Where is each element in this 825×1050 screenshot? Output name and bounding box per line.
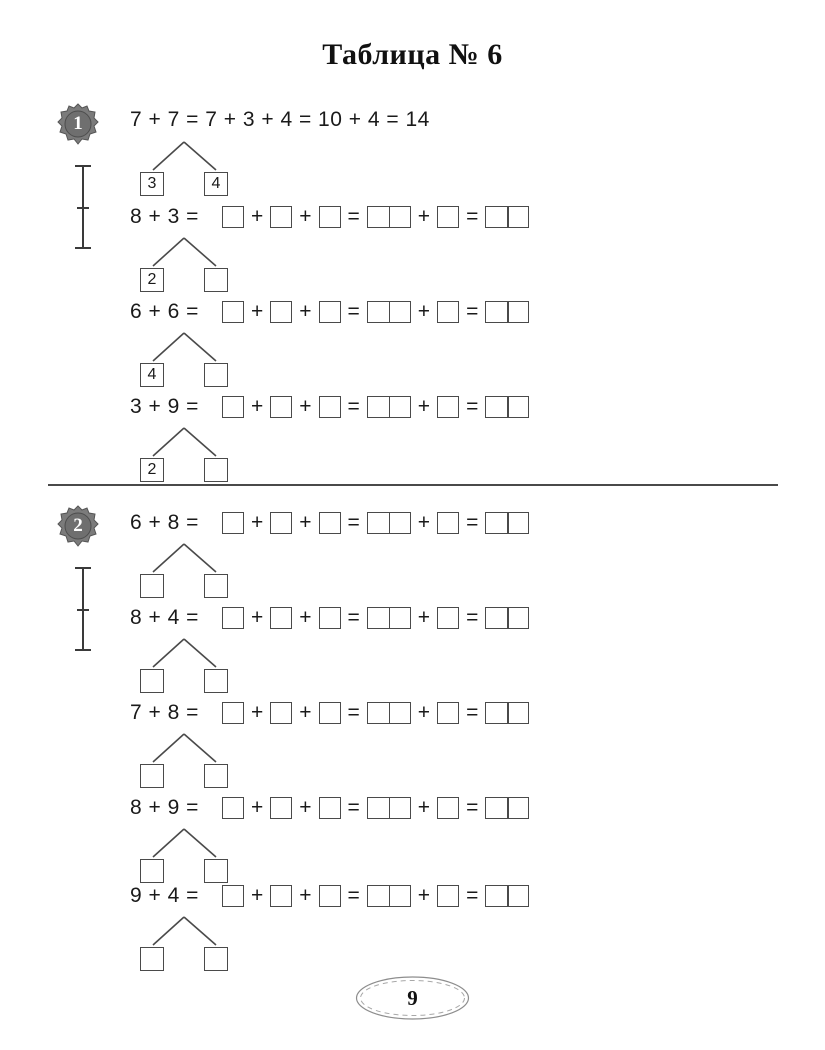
operator-plus: + xyxy=(417,606,431,629)
decomposition-fork xyxy=(140,915,250,971)
operator-equals: = xyxy=(347,511,360,534)
answer-box[interactable] xyxy=(437,396,459,418)
operator-plus: + xyxy=(251,395,264,418)
answer-box[interactable] xyxy=(437,607,459,629)
fork-box-right[interactable] xyxy=(204,574,228,598)
answer-box[interactable] xyxy=(437,885,459,907)
equation-row xyxy=(130,395,529,419)
section-marker-1 xyxy=(48,103,108,145)
operator-plus: + xyxy=(417,884,431,907)
equation-row xyxy=(130,701,529,725)
answer-box[interactable] xyxy=(319,512,341,534)
answer-box[interactable] xyxy=(270,301,292,323)
equation-row xyxy=(130,884,529,908)
equation-lead: 8 + 9 = xyxy=(130,796,199,819)
operator-equals: = xyxy=(466,511,479,534)
answer-box-double[interactable] xyxy=(485,885,529,907)
fork-box-left[interactable]: 3 xyxy=(140,172,164,196)
operator-equals: = xyxy=(347,606,360,629)
fork-box-left[interactable] xyxy=(140,859,164,883)
section-badge-number: 2 xyxy=(73,515,83,536)
answer-box-double[interactable] xyxy=(485,607,529,629)
operator-equals: = xyxy=(466,701,479,724)
equation-lead: 7 + 8 = xyxy=(130,701,199,724)
equation-row xyxy=(130,108,430,132)
answer-box-double[interactable] xyxy=(367,206,411,228)
answer-box[interactable] xyxy=(222,702,244,724)
answer-box[interactable] xyxy=(270,797,292,819)
answer-box[interactable] xyxy=(319,396,341,418)
decomposition-fork xyxy=(140,236,250,292)
operator-plus: + xyxy=(251,796,264,819)
operator-plus: + xyxy=(299,701,312,724)
answer-box[interactable] xyxy=(437,797,459,819)
section-badge-1 xyxy=(57,103,99,145)
answer-box-double[interactable] xyxy=(485,206,529,228)
operator-plus: + xyxy=(251,606,264,629)
fork-box-left[interactable]: 2 xyxy=(140,268,164,292)
answer-box[interactable] xyxy=(222,396,244,418)
answer-box[interactable] xyxy=(319,206,341,228)
answer-box[interactable] xyxy=(319,301,341,323)
equation-lead: 8 + 3 = xyxy=(130,205,199,228)
fork-box-left[interactable] xyxy=(140,764,164,788)
section-bracket-2 xyxy=(75,567,91,651)
fork-box-right[interactable] xyxy=(204,268,228,292)
section-divider xyxy=(48,484,778,486)
operator-plus: + xyxy=(251,701,264,724)
operator-plus: + xyxy=(299,300,312,323)
section-bracket-1 xyxy=(75,165,91,249)
operator-equals: = xyxy=(347,205,360,228)
decomposition-fork xyxy=(140,637,250,693)
answer-box-double[interactable] xyxy=(367,301,411,323)
answer-box[interactable] xyxy=(319,607,341,629)
operator-plus: + xyxy=(251,205,264,228)
answer-box-double[interactable] xyxy=(367,396,411,418)
fork-box-right[interactable] xyxy=(204,669,228,693)
operator-equals: = xyxy=(466,395,479,418)
answer-box-double[interactable] xyxy=(485,512,529,534)
section-badge-number: 1 xyxy=(73,113,83,134)
answer-box-double[interactable] xyxy=(485,797,529,819)
answer-box[interactable] xyxy=(222,607,244,629)
bracket-cap-mid xyxy=(77,609,89,611)
operator-equals: = xyxy=(466,205,479,228)
page-number xyxy=(355,975,470,1021)
fork-box-right[interactable] xyxy=(204,764,228,788)
operator-plus: + xyxy=(417,395,431,418)
operator-equals: = xyxy=(466,884,479,907)
page-title: Таблица № 6 xyxy=(322,38,503,71)
equation-lead: 3 + 9 = xyxy=(130,395,199,418)
bracket-cap-top xyxy=(75,567,91,569)
equation-row xyxy=(130,606,529,630)
operator-equals: = xyxy=(347,395,360,418)
answer-box[interactable] xyxy=(437,206,459,228)
answer-box[interactable] xyxy=(270,607,292,629)
answer-box[interactable] xyxy=(437,301,459,323)
answer-box-double[interactable] xyxy=(485,702,529,724)
fork-box-left[interactable] xyxy=(140,574,164,598)
fork-box-left[interactable]: 2 xyxy=(140,458,164,482)
operator-equals: = xyxy=(466,300,479,323)
section-marker-2 xyxy=(48,505,108,547)
decomposition-fork xyxy=(140,732,250,788)
answer-box[interactable] xyxy=(270,512,292,534)
fork-box-right[interactable] xyxy=(204,859,228,883)
operator-plus: + xyxy=(417,511,431,534)
answer-box[interactable] xyxy=(222,885,244,907)
answer-box[interactable] xyxy=(437,702,459,724)
answer-box-double[interactable] xyxy=(485,396,529,418)
operator-equals: = xyxy=(347,300,360,323)
bracket-cap-bottom xyxy=(75,649,91,651)
equation-row xyxy=(130,300,529,324)
bracket-cap-mid xyxy=(77,207,89,209)
answer-box[interactable] xyxy=(222,797,244,819)
operator-equals: = xyxy=(347,701,360,724)
fork-box-left[interactable]: 4 xyxy=(140,363,164,387)
fork-box-right[interactable]: 4 xyxy=(204,172,228,196)
answer-box[interactable] xyxy=(222,206,244,228)
fork-box-right[interactable] xyxy=(204,947,228,971)
operator-equals: = xyxy=(347,884,360,907)
operator-plus: + xyxy=(417,300,431,323)
answer-box[interactable] xyxy=(319,797,341,819)
fork-box-left[interactable] xyxy=(140,947,164,971)
fork-box-left[interactable] xyxy=(140,669,164,693)
answer-box-double[interactable] xyxy=(367,885,411,907)
operator-plus: + xyxy=(417,701,431,724)
answer-box[interactable] xyxy=(319,885,341,907)
answer-box[interactable] xyxy=(270,206,292,228)
equation-row xyxy=(130,205,529,229)
answer-box[interactable] xyxy=(270,702,292,724)
operator-equals: = xyxy=(466,796,479,819)
equation-lead: 8 + 4 = xyxy=(130,606,199,629)
equation-lead: 9 + 4 = xyxy=(130,884,199,907)
operator-plus: + xyxy=(251,884,264,907)
operator-plus: + xyxy=(299,796,312,819)
answer-box-double[interactable] xyxy=(367,702,411,724)
decomposition-fork xyxy=(140,140,250,196)
equation-row xyxy=(130,796,529,820)
operator-equals: = xyxy=(347,796,360,819)
answer-box-double[interactable] xyxy=(485,301,529,323)
section-badge-2 xyxy=(57,505,99,547)
fork-box-right[interactable] xyxy=(204,458,228,482)
operator-equals: = xyxy=(466,606,479,629)
equation-lead: 6 + 8 = xyxy=(130,511,199,534)
operator-plus: + xyxy=(299,606,312,629)
answer-box-double[interactable] xyxy=(367,512,411,534)
equation-row xyxy=(130,511,529,535)
bracket-cap-top xyxy=(75,165,91,167)
operator-plus: + xyxy=(417,796,431,819)
operator-plus: + xyxy=(299,511,312,534)
bracket-cap-bottom xyxy=(75,247,91,249)
operator-plus: + xyxy=(417,205,431,228)
answer-box[interactable] xyxy=(270,885,292,907)
answer-box[interactable] xyxy=(319,702,341,724)
answer-box-double[interactable] xyxy=(367,607,411,629)
equation-lead: 6 + 6 = xyxy=(130,300,199,323)
solved-equation-text: 7 + 7 = 7 + 3 + 4 = 10 + 4 = 14 xyxy=(130,108,430,131)
decomposition-fork xyxy=(140,331,250,387)
operator-plus: + xyxy=(299,395,312,418)
operator-plus: + xyxy=(299,205,312,228)
decomposition-fork xyxy=(140,426,250,482)
answer-box[interactable] xyxy=(437,512,459,534)
decomposition-fork xyxy=(140,827,250,883)
operator-plus: + xyxy=(251,511,264,534)
answer-box[interactable] xyxy=(222,301,244,323)
page-number-label: 9 xyxy=(407,986,418,1010)
operator-plus: + xyxy=(299,884,312,907)
operator-plus: + xyxy=(251,300,264,323)
answer-box[interactable] xyxy=(270,396,292,418)
answer-box-double[interactable] xyxy=(367,797,411,819)
answer-box[interactable] xyxy=(222,512,244,534)
decomposition-fork xyxy=(140,542,250,598)
fork-box-right[interactable] xyxy=(204,363,228,387)
